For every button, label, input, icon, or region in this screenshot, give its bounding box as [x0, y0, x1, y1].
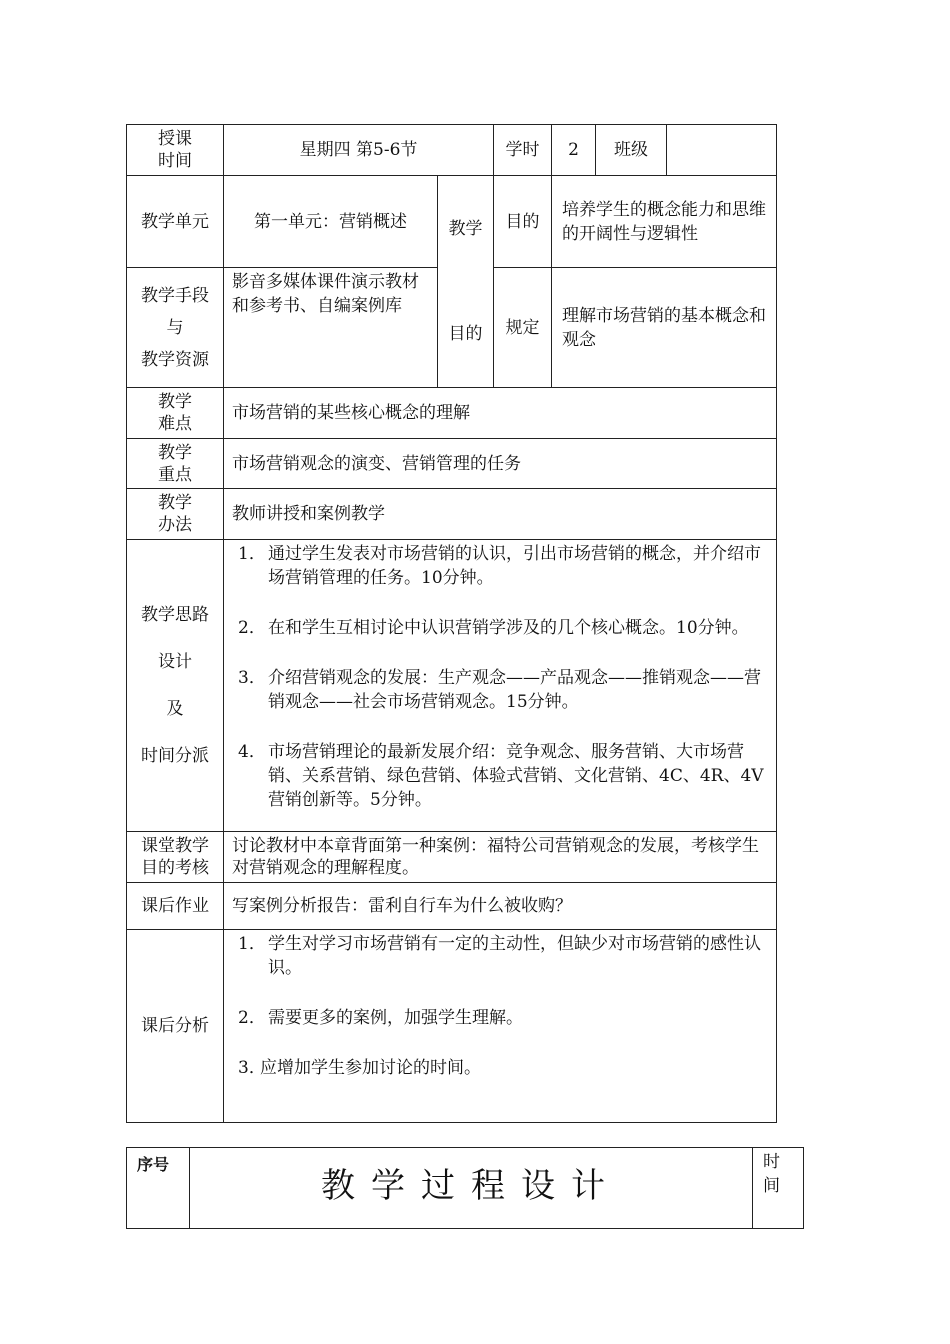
assessment-label-text: 课堂教学目的考核 [141, 836, 209, 878]
means-value: 影音多媒体课件演示教材和参考书、自编案例库 [224, 268, 438, 388]
goal-sub-label: 目的 [494, 176, 552, 268]
design-list [224, 540, 777, 832]
list-item [230, 542, 770, 590]
time-column-label [753, 1148, 804, 1229]
key-points-label-text: 教学重点 [158, 442, 192, 485]
homework-value: 写案例分析报告：雷利自行车为什么被收购？ [224, 883, 777, 930]
row-analysis [127, 930, 777, 1123]
analysis-label: 课后分析 [127, 930, 224, 1123]
assessment-label [127, 832, 224, 883]
rule-label: 规定 [494, 268, 552, 388]
list-item-text: 在和学生互相讨论中认识营销学涉及的几个核心概念。10分钟。 [268, 618, 749, 638]
process-header-row [127, 1148, 804, 1229]
time-label [127, 125, 224, 176]
seq-label: 序号 [127, 1148, 190, 1229]
hours-label: 学时 [494, 125, 552, 176]
list-item-text: 通过学生发表对市场营销的认识，引出市场营销的概念，并介绍市场营销管理的任务。10分钟。 [268, 544, 761, 588]
method-label [127, 489, 224, 540]
design-label [127, 540, 224, 832]
class-label: 班级 [596, 125, 667, 176]
list-item-num: 1． [238, 934, 266, 954]
means-label-line2: 与 [166, 317, 184, 338]
teaching-label: 教学 [448, 219, 483, 239]
time-label-text: 授课时间 [158, 129, 192, 171]
difficulty-value: 市场营销的某些核心概念的理解 [224, 388, 777, 439]
design-label-line4: 时间分派 [141, 746, 209, 766]
list-item-text: 应增加学生参加讨论的时间。 [260, 1058, 481, 1078]
list-item-num: 1． [238, 544, 266, 564]
list-item-text: 学生对学习市场营销有一定的主动性，但缺少对市场营销的感性认识。 [268, 934, 761, 978]
row-key-points [127, 439, 777, 489]
method-label-text: 教学办法 [158, 493, 192, 535]
list-item-text: 介绍营销观念的发展：生产观念——产品观念——推销观念——营销观念——社会市场营销观念。15分钟。 [268, 668, 761, 712]
list-item [230, 666, 770, 714]
row-class-time [127, 125, 777, 176]
list-item-text: 需要更多的案例，加强学生理解。 [268, 1008, 523, 1028]
row-unit [127, 176, 777, 268]
design-label-line2: 设计 [158, 652, 192, 672]
list-item-num: 3． [238, 1058, 266, 1078]
row-assessment [127, 832, 777, 883]
method-value: 教师讲授和案例教学 [224, 489, 777, 540]
unit-label: 教学单元 [127, 176, 224, 268]
design-label-line3: 及 [166, 699, 184, 719]
list-item-text: 市场营销理论的最新发展介绍：竞争观念、服务营销、大市场营销、关系营销、绿色营销、体验式营销、文化营销、4C、4R、4V营销创新等。5分钟。 [268, 742, 764, 810]
row-homework [127, 883, 777, 930]
time-value: 星期四 第5-6节 [224, 125, 494, 176]
hours-value: 2 [552, 125, 596, 176]
unit-value: 第一单元：营销概述 [224, 176, 438, 268]
list-item [230, 932, 770, 980]
process-title: 教学过程设计 [190, 1148, 753, 1229]
row-design [127, 540, 777, 832]
key-points-label [127, 439, 224, 489]
homework-label: 课后作业 [127, 883, 224, 930]
goal-value: 培养学生的概念能力和思维的开阔性与逻辑性 [552, 176, 777, 268]
list-item-num: 2． [238, 618, 266, 638]
rule-value: 理解市场营销的基本概念和观念 [552, 268, 777, 388]
list-item-num: 3． [238, 668, 266, 688]
list-item-num: 2． [238, 1008, 266, 1028]
means-label-line3: 教学资源 [141, 349, 209, 370]
row-method [127, 489, 777, 540]
lesson-plan-table [126, 124, 777, 1123]
list-item [230, 740, 770, 812]
difficulty-label [127, 388, 224, 439]
list-item [230, 1006, 770, 1030]
process-design-table [126, 1147, 804, 1229]
means-label [127, 268, 224, 388]
goal-label: 目的 [448, 324, 483, 344]
time-column-text: 时间 [763, 1152, 780, 1196]
list-item [230, 1056, 770, 1080]
design-label-line1: 教学思路 [141, 605, 209, 625]
difficulty-label-text: 教学难点 [158, 392, 192, 434]
row-difficulty [127, 388, 777, 439]
list-item-num: 4． [238, 742, 266, 762]
analysis-list [224, 930, 777, 1123]
class-value [667, 125, 777, 176]
teaching-goal-merged-cell [438, 176, 494, 388]
list-item [230, 616, 770, 640]
key-points-value: 市场营销观念的演变、营销管理的任务 [224, 439, 777, 489]
means-label-line1: 教学手段 [141, 285, 209, 306]
assessment-value: 讨论教材中本章背面第一种案例：福特公司营销观念的发展，考核学生对营销观念的理解程度。 [224, 832, 777, 883]
